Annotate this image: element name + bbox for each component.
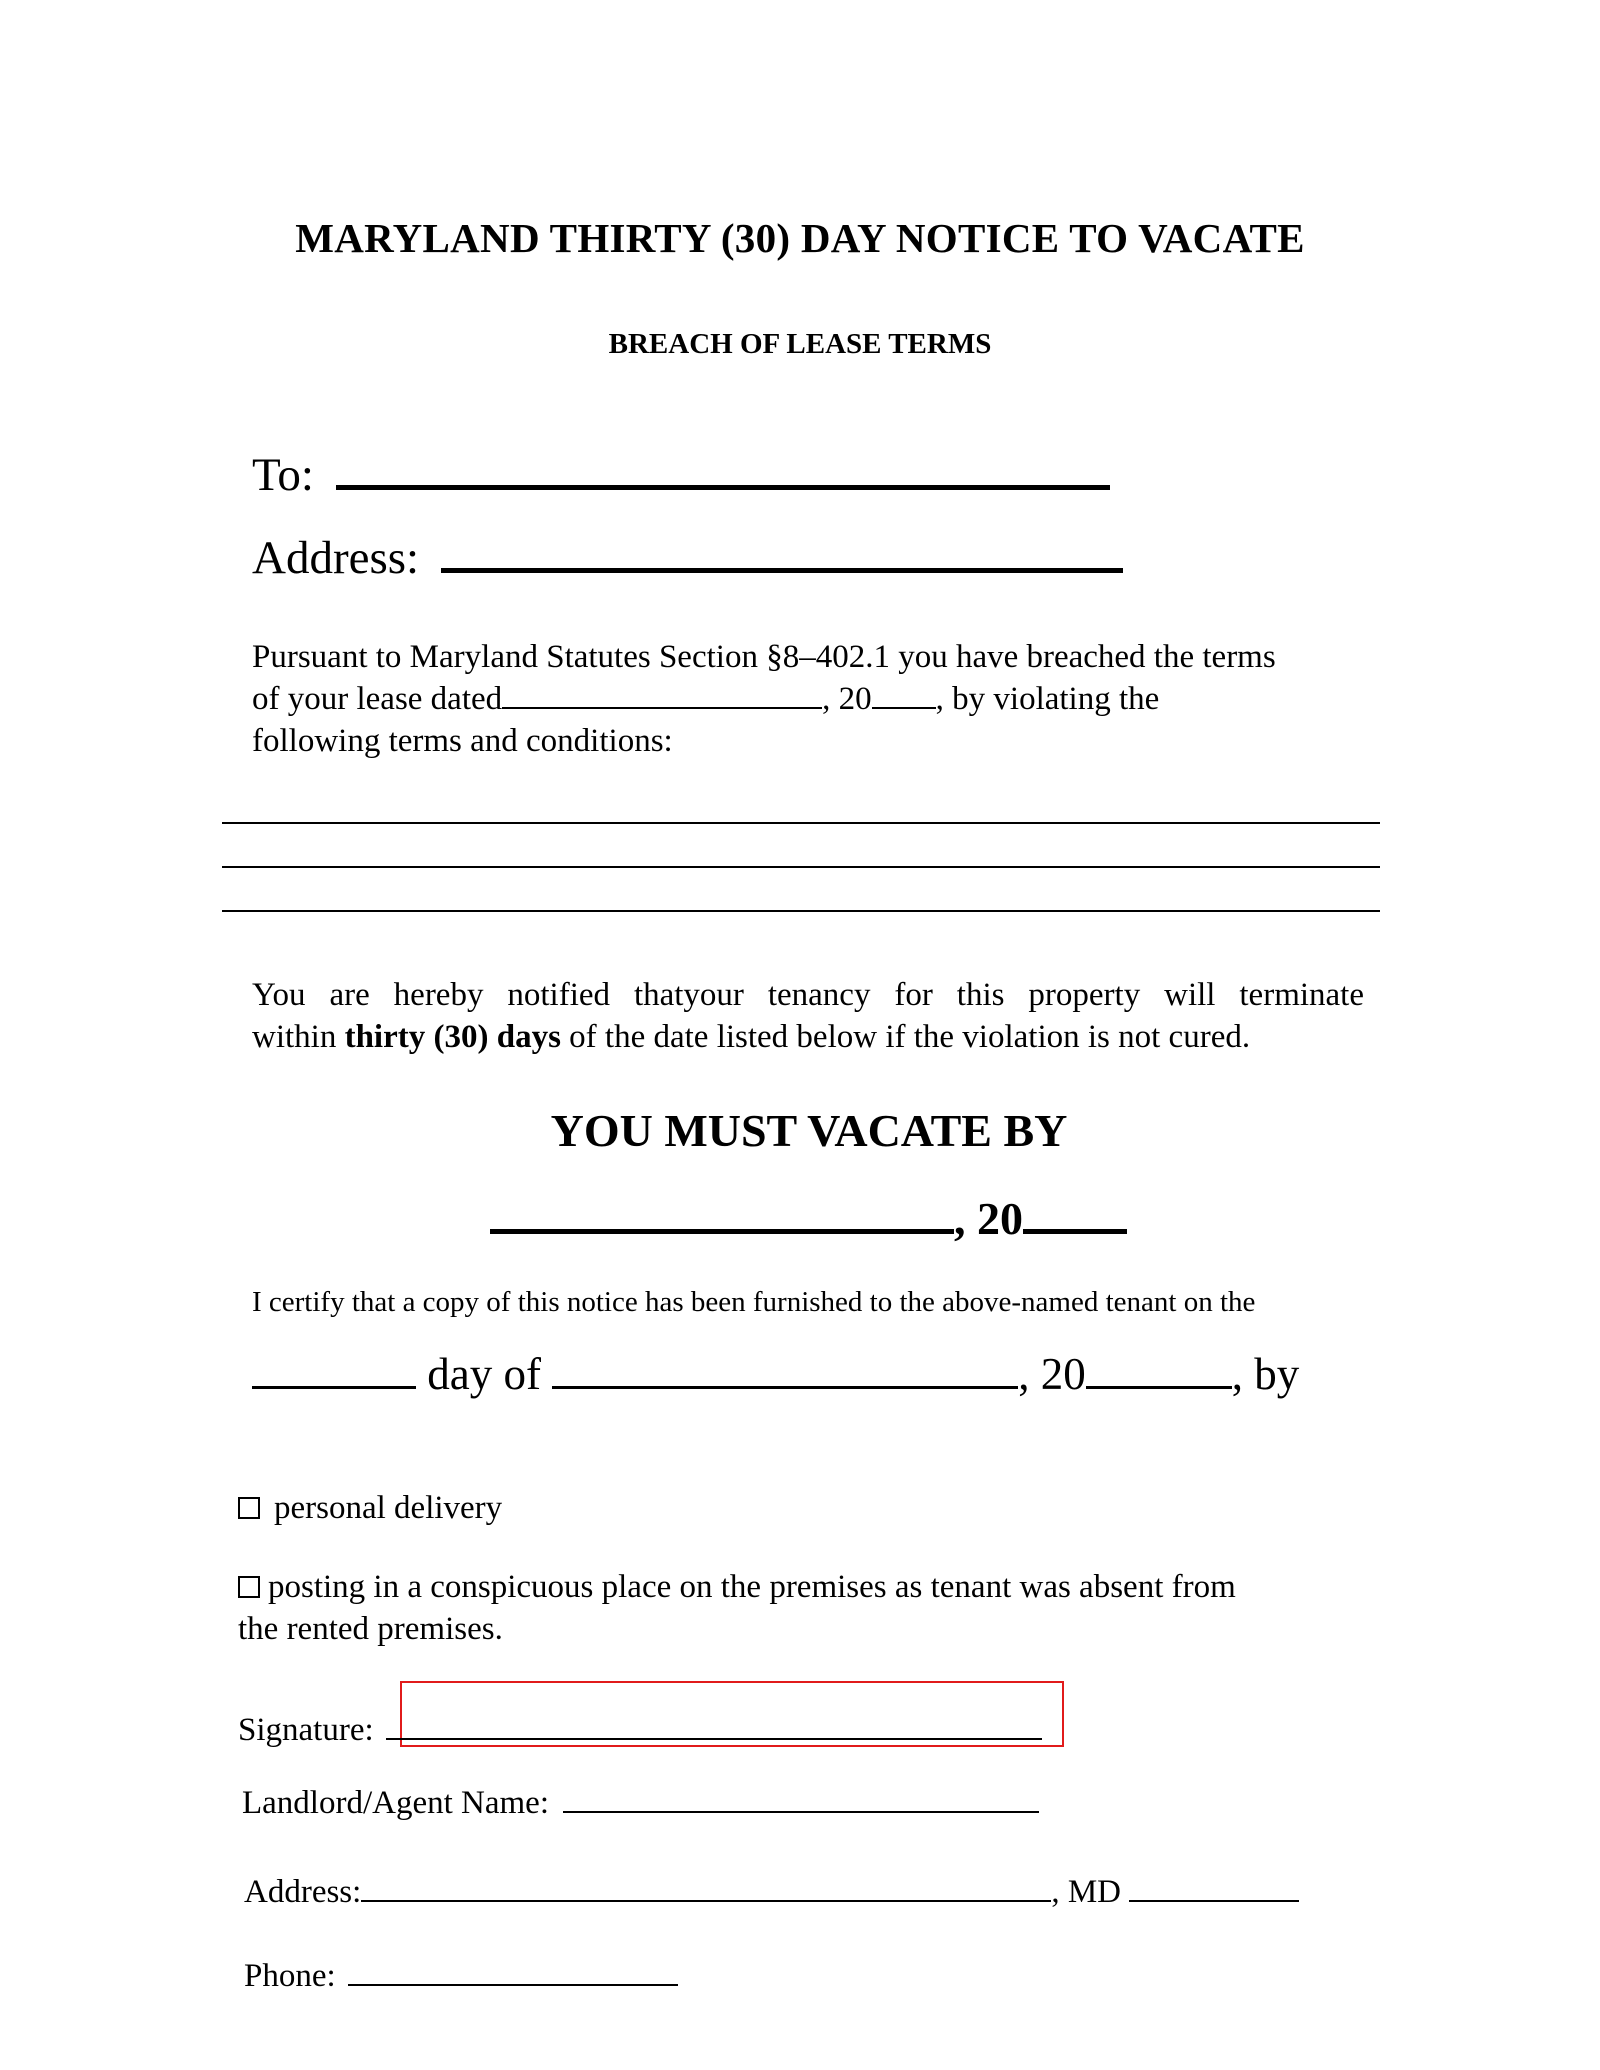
to-field-row [252, 449, 1110, 501]
personal-delivery-option[interactable] [238, 1492, 502, 1525]
document-title: MARYLAND THIRTY (30) DAY NOTICE TO VACATE [295, 215, 1305, 261]
vacate-year-blank[interactable] [1023, 1229, 1127, 1234]
phone-label: Phone: [244, 1958, 336, 1994]
notice-line-2-suffix: of the date listed below if the violation is not cured. [560, 1019, 1251, 1055]
vacate-date-blank[interactable] [490, 1229, 954, 1234]
recipient-address-blank[interactable] [441, 568, 1123, 573]
posting-line-1 [238, 1566, 1388, 1608]
notice-thirty-days: thirty (30) days [344, 1019, 561, 1055]
certify-day-blank[interactable] [252, 1386, 416, 1389]
recipient-address-label: Address: [252, 532, 420, 584]
phone-blank[interactable] [348, 1984, 678, 1986]
landlord-state-label: , MD [1051, 1874, 1122, 1910]
notice-paragraph [252, 974, 1364, 1058]
phone-row [244, 1960, 678, 1993]
landlord-name-row [242, 1787, 1039, 1820]
certify-year-blank[interactable] [1086, 1386, 1232, 1389]
violation-line-3[interactable] [222, 910, 1380, 912]
certify-by: , by [1231, 1349, 1300, 1399]
notice-line-2 [252, 1016, 1364, 1058]
to-label: To: [252, 449, 314, 501]
notice-line-1: You are hereby notified thatyour tenancy for this property will terminate [252, 977, 1364, 1013]
violation-line-2[interactable] [222, 866, 1380, 868]
breach-lease-dated-label: of your lease dated [252, 681, 503, 717]
certify-text: I certify that a copy of this notice has been furnished to the above-named tenant on the [252, 1286, 1256, 1318]
breach-line-3: following terms and conditions: [252, 723, 673, 759]
certify-year-prefix: , 20 [1018, 1349, 1086, 1399]
vacate-date-row [490, 1193, 1127, 1244]
posting-checkbox[interactable] [238, 1576, 260, 1598]
breach-year-prefix: , 20 [822, 681, 872, 717]
lease-date-blank[interactable] [502, 707, 822, 709]
landlord-name-blank[interactable] [563, 1811, 1039, 1813]
to-blank[interactable] [336, 485, 1110, 490]
vacate-year-prefix: , 20 [954, 1193, 1023, 1244]
landlord-address-blank[interactable] [361, 1900, 1051, 1902]
recipient-address-row [252, 532, 1123, 584]
certify-date-row [252, 1349, 1300, 1399]
notice-within: within [252, 1019, 345, 1055]
landlord-address-row [244, 1876, 1299, 1909]
signature-blank[interactable] [386, 1738, 1042, 1740]
posting-option[interactable] [238, 1566, 1388, 1650]
document-subtitle: BREACH OF LEASE TERMS [608, 328, 992, 360]
lease-year-blank[interactable] [872, 707, 936, 709]
breach-line-2 [252, 678, 1392, 720]
breach-paragraph [252, 636, 1392, 762]
breach-line-1: Pursuant to Maryland Statutes Section §8–402.1 you have breached the terms [252, 639, 1276, 675]
landlord-name-label: Landlord/Agent Name: [242, 1785, 549, 1821]
certify-day-of: day of [427, 1349, 541, 1399]
breach-line-2-suffix: , by violating the [935, 681, 1160, 717]
violation-line-1[interactable] [222, 822, 1380, 824]
posting-label: posting in a conspicuous place on the premises as tenant was absent from [268, 1569, 1236, 1605]
certify-month-blank[interactable] [552, 1386, 1018, 1389]
vacate-heading: YOU MUST VACATE BY [550, 1105, 1068, 1156]
personal-delivery-checkbox[interactable] [238, 1497, 260, 1519]
signature-label: Signature: [238, 1712, 374, 1748]
landlord-zip-blank[interactable] [1129, 1900, 1299, 1902]
signature-row [238, 1714, 1042, 1747]
personal-delivery-label: personal delivery [274, 1490, 503, 1526]
posting-line-2: the rented premises. [238, 1611, 503, 1647]
landlord-address-label: Address: [244, 1874, 362, 1910]
